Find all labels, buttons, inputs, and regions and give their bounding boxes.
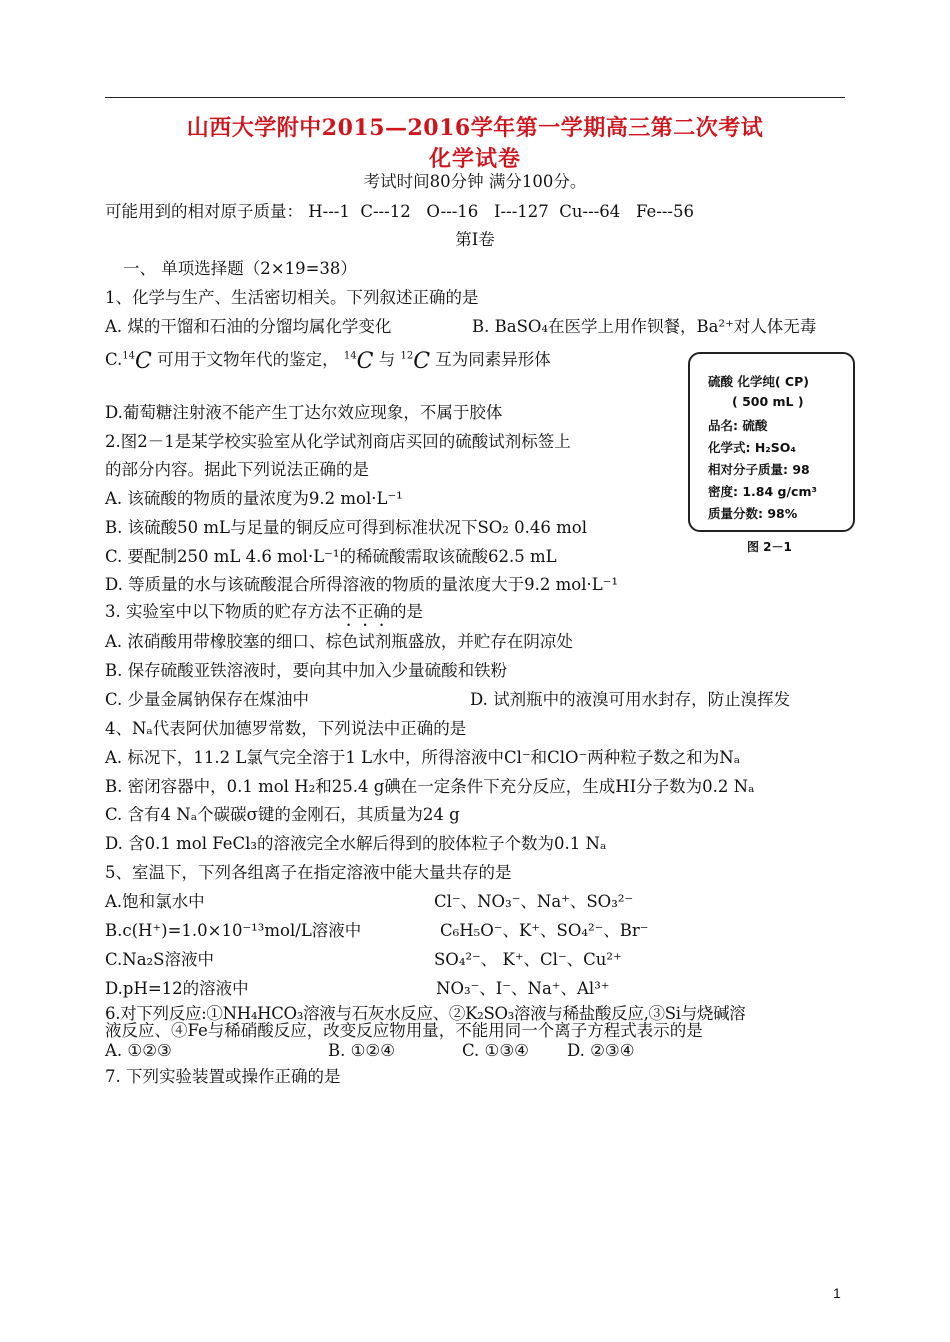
q6-option-d: D. ②③④ <box>567 1041 635 1060</box>
label-line-4: 化学式: H₂SO₄ <box>708 440 796 455</box>
q5-option-b-condition: B.c(H⁺)=1.0×10⁻¹³mol/L溶液中 <box>105 921 362 940</box>
label-line-7: 质量分数: 98% <box>708 506 798 521</box>
q5-stem: 5、室温下，下列各组离子在指定溶液中能大量共存的是 <box>105 863 512 882</box>
q1-stem: 1、化学与生产、生活密切相关。下列叙述正确的是 <box>105 288 479 307</box>
atomic-masses-label: 可能用到的相对原子质量： <box>105 202 303 221</box>
q4-option-a: A. 标况下，11.2 L氯气完全溶于1 L水中，所得溶液中Cl⁻和ClO⁻两种粒子数之和为Nₐ <box>105 748 741 767</box>
volume-heading: 第Ⅰ卷 <box>455 230 495 249</box>
q2-option-c: C. 要配制250 mL 4.6 mol·L⁻¹的稀硫酸需取该硫酸62.5 mL <box>105 547 557 566</box>
section-heading: 一、 单项选择题（2×19=38） <box>123 259 357 278</box>
q2-option-a: A. 该硫酸的物质的量浓度为9.2 mol·L⁻¹ <box>105 489 403 508</box>
label-line-2: ( 500 mL ) <box>732 394 804 409</box>
q3-option-a: A. 浓硝酸用带橡胶塞的细口、棕色试剂瓶盛放，并贮存在阴凉处 <box>105 632 573 651</box>
q5-option-a-ions: Cl⁻、NO₃⁻、Na⁺、SO₃²⁻ <box>434 892 634 911</box>
atomic-masses <box>105 201 694 223</box>
page-title: 山西大学附中2015—2016学年第一学期高三第二次考试 <box>186 115 764 141</box>
q4-option-c: C. 含有4 Nₐ个碳碳σ键的金刚石，其质量为24 g <box>105 805 460 824</box>
label-line-5: 相对分子质量: 98 <box>708 462 810 477</box>
q1-option-a: A. 煤的干馏和石油的分馏均属化学变化 <box>105 317 392 336</box>
q6-option-c: C. ①③④ <box>462 1041 529 1060</box>
q6-option-b: B. ①②④ <box>328 1041 395 1060</box>
q5-option-c-ions: SO₄²⁻、 K⁺、Cl⁻、Cu²⁺ <box>434 950 622 969</box>
q6-option-a: A. ①②③ <box>105 1041 172 1060</box>
q1-option-b: B. BaSO₄在医学上用作钡餐，Ba²⁺对人体无毒 <box>472 317 817 336</box>
q2-option-d: D. 等质量的水与该硫酸混合所得溶液的物质的量浓度大于9.2 mol·L⁻¹ <box>105 575 618 594</box>
q4-option-b: B. 密闭容器中，0.1 mol H₂和25.4 g碘在一定条件下充分反应，生成HI分子数为0.2 Nₐ <box>105 777 755 796</box>
q1-option-c: C.$^{14}$C 可用于文物年代的鉴定， $^{14}$C 与 $^{12}$C 互为同素异形体 <box>105 349 551 374</box>
page-number: 1 <box>833 1285 841 1301</box>
atomic-masses-values: H---1 C---12 O---16 I---127 Cu---64 Fe---56 <box>308 202 694 221</box>
label-line-3: 品名: 硫酸 <box>708 418 768 433</box>
label-line-1: 硫酸 化学纯( CP) <box>708 374 809 389</box>
q6-stem-1: 6.对下列反应:①NH₄HCO₃溶液与石灰水反应、②K₂SO₃溶液与稀盐酸反应,③Si与烧碱溶 <box>105 1004 746 1023</box>
q6-stem-2: 液反应、④Fe与稀硝酸反应，改变反应物用量，不能用同一个离子方程式表示的是 <box>105 1021 703 1040</box>
q2-option-b: B. 该硫酸50 mL与足量的铜反应可得到标准状况下SO₂ 0.46 mol <box>105 518 587 537</box>
page-subtitle: 化学试卷 <box>428 146 521 172</box>
top-rule <box>105 97 845 98</box>
label-line-6: 密度: 1.84 g/cm³ <box>708 484 817 499</box>
q3-option-b: B. 保存硫酸亚铁溶液时，要向其中加入少量硫酸和铁粉 <box>105 661 508 680</box>
q2-stem-2: 的部分内容。据此下列说法正确的是 <box>105 460 369 479</box>
q5-option-b-ions: C₆H₅O⁻、K⁺、SO₄²⁻、Br⁻ <box>440 921 649 940</box>
q2-stem-1: 2.图2－1是某学校实验室从化学试剂商店买回的硫酸试剂标签上 <box>105 432 571 451</box>
q4-stem: 4、Nₐ代表阿伏加德罗常数，下列说法中正确的是 <box>105 719 467 738</box>
q7-stem: 7. 下列实验装置或操作正确的是 <box>105 1067 341 1086</box>
q5-option-d-condition: D.pH=12的溶液中 <box>105 979 249 998</box>
q5-option-c-condition: C.Na₂S溶液中 <box>105 950 214 969</box>
q3-option-d: D. 试剂瓶中的液溴可用水封存，防止溴挥发 <box>470 690 791 709</box>
sulfuric-acid-label-figure <box>688 352 855 532</box>
figure-caption: 图 2－1 <box>747 540 792 554</box>
q1-option-d: D.葡萄糖注射液不能产生丁达尔效应现象，不属于胶体 <box>105 403 503 422</box>
q5-option-a-condition: A.饱和氯水中 <box>105 892 205 911</box>
q4-option-d: D. 含0.1 mol FeCl₃的溶液完全水解后得到的胶体粒子个数为0.1 Nₐ <box>105 834 607 853</box>
emphasis-dotted-text: 不正确 <box>340 602 390 621</box>
q5-option-d-ions: NO₃⁻、I⁻、Na⁺、Al³⁺ <box>436 979 610 998</box>
q3-option-c: C. 少量金属钠保存在煤油中 <box>105 690 310 709</box>
q3-stem: 3. 实验室中以下物质的贮存方法不正确的是 <box>105 602 423 621</box>
exam-info: 考试时间80分钟 满分100分。 <box>363 172 587 191</box>
